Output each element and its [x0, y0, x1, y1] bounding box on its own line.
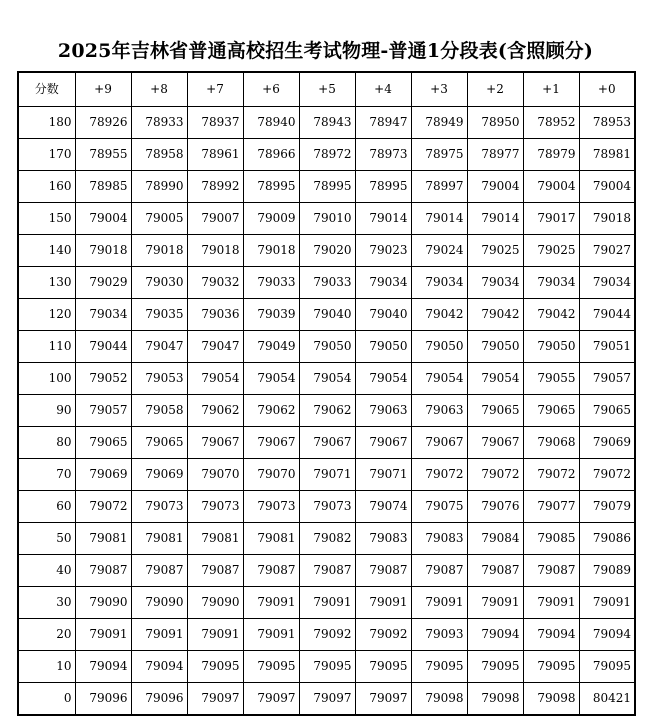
score-cell: 20: [18, 619, 75, 651]
rank-cell: 79073: [243, 491, 299, 523]
table-row: [18, 203, 635, 235]
rank-cell: 79072: [467, 459, 523, 491]
rank-cell: 79081: [243, 523, 299, 555]
rank-cell: 79087: [467, 555, 523, 587]
rank-cell: 79004: [75, 203, 131, 235]
rank-cell: 79075: [411, 491, 467, 523]
rank-cell: 78953: [579, 107, 635, 139]
rank-cell: 79094: [467, 619, 523, 651]
rank-cell: 79096: [131, 683, 187, 716]
rank-cell: 79014: [411, 203, 467, 235]
rank-cell: 78973: [355, 139, 411, 171]
score-cell: 40: [18, 555, 75, 587]
rank-cell: 79091: [243, 587, 299, 619]
rank-cell: 79042: [523, 299, 579, 331]
table-row: [18, 395, 635, 427]
rank-cell: 78995: [355, 171, 411, 203]
score-cell: 130: [18, 267, 75, 299]
table-row: [18, 459, 635, 491]
rank-cell: 79058: [131, 395, 187, 427]
rank-cell: 79095: [523, 651, 579, 683]
rank-cell: 79034: [523, 267, 579, 299]
score-cell: 120: [18, 299, 75, 331]
rank-cell: 79034: [411, 267, 467, 299]
rank-cell: 78981: [579, 139, 635, 171]
rank-cell: 79014: [467, 203, 523, 235]
rank-cell: 79020: [299, 235, 355, 267]
rank-cell: 79034: [579, 267, 635, 299]
table-row: [18, 107, 635, 139]
rank-cell: 79091: [467, 587, 523, 619]
rank-cell: 79047: [187, 331, 243, 363]
rank-cell: 79034: [355, 267, 411, 299]
rank-cell: 78975: [411, 139, 467, 171]
rank-cell: 78961: [187, 139, 243, 171]
rank-cell: 79057: [579, 363, 635, 395]
rank-cell: 79025: [467, 235, 523, 267]
header-cell-offset: +7: [187, 72, 243, 107]
table-row: [18, 267, 635, 299]
rank-cell: 79034: [75, 299, 131, 331]
rank-cell: 79087: [523, 555, 579, 587]
rank-cell: 79092: [355, 619, 411, 651]
rank-cell: 78977: [467, 139, 523, 171]
rank-cell: 79018: [75, 235, 131, 267]
rank-cell: 79018: [243, 235, 299, 267]
rank-cell: 79067: [243, 427, 299, 459]
rank-cell: 79054: [243, 363, 299, 395]
rank-cell: 79035: [131, 299, 187, 331]
header-cell-offset: +4: [355, 72, 411, 107]
rank-cell: 79076: [467, 491, 523, 523]
rank-cell: 79084: [467, 523, 523, 555]
rank-cell: 78933: [131, 107, 187, 139]
rank-cell: 79018: [579, 203, 635, 235]
rank-cell: 79087: [411, 555, 467, 587]
rank-cell: 79055: [523, 363, 579, 395]
rank-cell: 79018: [131, 235, 187, 267]
rank-cell: 79091: [243, 619, 299, 651]
rank-cell: 79033: [243, 267, 299, 299]
rank-cell: 79050: [523, 331, 579, 363]
rank-cell: 78990: [131, 171, 187, 203]
rank-cell: 79068: [523, 427, 579, 459]
rank-cell: 79095: [579, 651, 635, 683]
table-body: [18, 107, 635, 716]
rank-cell: 79094: [75, 651, 131, 683]
rank-cell: 79063: [355, 395, 411, 427]
score-cell: 150: [18, 203, 75, 235]
rank-cell: 79062: [187, 395, 243, 427]
rank-cell: 79091: [131, 619, 187, 651]
rank-cell: 79097: [299, 683, 355, 716]
rank-cell: 79042: [467, 299, 523, 331]
rank-cell: 79044: [75, 331, 131, 363]
rank-cell: 79098: [411, 683, 467, 716]
rank-cell: 79087: [243, 555, 299, 587]
score-cell: 100: [18, 363, 75, 395]
rank-cell: 79097: [355, 683, 411, 716]
rank-cell: 79057: [75, 395, 131, 427]
rank-cell: 78943: [299, 107, 355, 139]
rank-cell: 79039: [243, 299, 299, 331]
rank-cell: 79072: [579, 459, 635, 491]
score-distribution-table: [17, 71, 636, 716]
header-cell-offset: +5: [299, 72, 355, 107]
header-row: [18, 72, 635, 107]
rank-cell: 79050: [299, 331, 355, 363]
rank-cell: 80421: [579, 683, 635, 716]
rank-cell: 79095: [187, 651, 243, 683]
table-row: [18, 299, 635, 331]
rank-cell: 79090: [187, 587, 243, 619]
table-row: [18, 139, 635, 171]
rank-cell: 79069: [75, 459, 131, 491]
score-cell: 170: [18, 139, 75, 171]
table-row: [18, 331, 635, 363]
rank-cell: 79027: [579, 235, 635, 267]
rank-cell: 79054: [467, 363, 523, 395]
rank-cell: 79091: [187, 619, 243, 651]
rank-cell: 79079: [579, 491, 635, 523]
header-cell-score: 分数: [18, 72, 75, 107]
rank-cell: 79091: [75, 619, 131, 651]
rank-cell: 79090: [75, 587, 131, 619]
rank-cell: 79091: [411, 587, 467, 619]
header-cell-offset: +2: [467, 72, 523, 107]
rank-cell: 79081: [131, 523, 187, 555]
table-row: [18, 619, 635, 651]
rank-cell: 79087: [187, 555, 243, 587]
rank-cell: 78950: [467, 107, 523, 139]
rank-cell: 78955: [75, 139, 131, 171]
rank-cell: 78949: [411, 107, 467, 139]
rank-cell: 79067: [467, 427, 523, 459]
rank-cell: 79072: [411, 459, 467, 491]
rank-cell: 79029: [75, 267, 131, 299]
rank-cell: 79005: [131, 203, 187, 235]
score-cell: 30: [18, 587, 75, 619]
rank-cell: 78992: [187, 171, 243, 203]
rank-cell: 79073: [299, 491, 355, 523]
rank-cell: 79091: [299, 587, 355, 619]
rank-cell: 79054: [187, 363, 243, 395]
rank-cell: 79070: [187, 459, 243, 491]
rank-cell: 79067: [187, 427, 243, 459]
table-row: [18, 363, 635, 395]
rank-cell: 79087: [131, 555, 187, 587]
score-cell: 140: [18, 235, 75, 267]
table-row: [18, 491, 635, 523]
table-row: [18, 171, 635, 203]
rank-cell: 79040: [299, 299, 355, 331]
rank-cell: 79097: [187, 683, 243, 716]
rank-cell: 79050: [355, 331, 411, 363]
rank-cell: 78985: [75, 171, 131, 203]
table-row: [18, 523, 635, 555]
rank-cell: 79083: [355, 523, 411, 555]
rank-cell: 78958: [131, 139, 187, 171]
rank-cell: 79091: [579, 587, 635, 619]
rank-cell: 78952: [523, 107, 579, 139]
rank-cell: 79018: [187, 235, 243, 267]
rank-cell: 79098: [467, 683, 523, 716]
rank-cell: 79072: [75, 491, 131, 523]
rank-cell: 79024: [411, 235, 467, 267]
rank-cell: 79091: [523, 587, 579, 619]
rank-cell: 79025: [523, 235, 579, 267]
rank-cell: 79081: [75, 523, 131, 555]
header-cell-offset: +0: [579, 72, 635, 107]
rank-cell: 79095: [411, 651, 467, 683]
rank-cell: 79049: [243, 331, 299, 363]
rank-cell: 79072: [523, 459, 579, 491]
header-cell-offset: +3: [411, 72, 467, 107]
rank-cell: 79065: [75, 427, 131, 459]
table-row: [18, 555, 635, 587]
rank-cell: 79087: [355, 555, 411, 587]
table-row: [18, 235, 635, 267]
rank-cell: 78940: [243, 107, 299, 139]
header-cell-offset: +6: [243, 72, 299, 107]
rank-cell: 79098: [523, 683, 579, 716]
rank-cell: 78995: [243, 171, 299, 203]
rank-cell: 79014: [355, 203, 411, 235]
rank-cell: 79004: [579, 171, 635, 203]
rank-cell: 79067: [411, 427, 467, 459]
score-cell: 70: [18, 459, 75, 491]
rank-cell: 79062: [243, 395, 299, 427]
rank-cell: 79044: [579, 299, 635, 331]
rank-cell: 79069: [579, 427, 635, 459]
rank-cell: 79083: [411, 523, 467, 555]
rank-cell: 79090: [131, 587, 187, 619]
rank-cell: 78947: [355, 107, 411, 139]
rank-cell: 79085: [523, 523, 579, 555]
rank-cell: 79071: [299, 459, 355, 491]
rank-cell: 79023: [355, 235, 411, 267]
score-cell: 0: [18, 683, 75, 716]
score-cell: 180: [18, 107, 75, 139]
rank-cell: 79017: [523, 203, 579, 235]
rank-cell: 79065: [131, 427, 187, 459]
rank-cell: 79010: [299, 203, 355, 235]
rank-cell: 79096: [75, 683, 131, 716]
score-cell: 10: [18, 651, 75, 683]
rank-cell: 79034: [467, 267, 523, 299]
rank-cell: 78995: [299, 171, 355, 203]
score-cell: 160: [18, 171, 75, 203]
rank-cell: 79094: [523, 619, 579, 651]
rank-cell: 79067: [299, 427, 355, 459]
rank-cell: 79009: [243, 203, 299, 235]
table-row: [18, 651, 635, 683]
rank-cell: 79033: [299, 267, 355, 299]
rank-cell: 79051: [579, 331, 635, 363]
rank-cell: 79065: [579, 395, 635, 427]
rank-cell: 78966: [243, 139, 299, 171]
rank-cell: 79073: [187, 491, 243, 523]
rank-cell: 79042: [411, 299, 467, 331]
score-cell: 90: [18, 395, 75, 427]
rank-cell: 79091: [355, 587, 411, 619]
rank-cell: 79095: [355, 651, 411, 683]
rank-cell: 79087: [75, 555, 131, 587]
rank-cell: 79077: [523, 491, 579, 523]
rank-cell: 79067: [355, 427, 411, 459]
score-cell: 110: [18, 331, 75, 363]
rank-cell: 79065: [523, 395, 579, 427]
score-cell: 80: [18, 427, 75, 459]
rank-cell: 79052: [75, 363, 131, 395]
rank-cell: 79082: [299, 523, 355, 555]
rank-cell: 79087: [299, 555, 355, 587]
rank-cell: 79074: [355, 491, 411, 523]
rank-cell: 79004: [467, 171, 523, 203]
rank-cell: 79063: [411, 395, 467, 427]
rank-cell: 78997: [411, 171, 467, 203]
rank-cell: 79095: [243, 651, 299, 683]
rank-cell: 79070: [243, 459, 299, 491]
rank-cell: 79073: [131, 491, 187, 523]
rank-cell: 79071: [355, 459, 411, 491]
rank-cell: 78937: [187, 107, 243, 139]
rank-cell: 79081: [187, 523, 243, 555]
rank-cell: 78972: [299, 139, 355, 171]
header-cell-offset: +1: [523, 72, 579, 107]
rank-cell: 79069: [131, 459, 187, 491]
rank-cell: 79086: [579, 523, 635, 555]
rank-cell: 78926: [75, 107, 131, 139]
score-cell: 50: [18, 523, 75, 555]
rank-cell: 79065: [467, 395, 523, 427]
rank-cell: 79004: [523, 171, 579, 203]
page-title: 2025年吉林省普通高校招生考试物理-普通1分段表(含照顾分): [57, 40, 594, 62]
table-row: [18, 683, 635, 716]
rank-cell: 79050: [467, 331, 523, 363]
rank-cell: 79062: [299, 395, 355, 427]
rank-cell: 79095: [467, 651, 523, 683]
rank-cell: 79030: [131, 267, 187, 299]
table-row: [18, 427, 635, 459]
rank-cell: 79053: [131, 363, 187, 395]
rank-cell: 79032: [187, 267, 243, 299]
rank-cell: 79054: [355, 363, 411, 395]
rank-cell: 79095: [299, 651, 355, 683]
rank-cell: 79094: [579, 619, 635, 651]
rank-cell: 79047: [131, 331, 187, 363]
rank-cell: 79092: [299, 619, 355, 651]
rank-cell: 79089: [579, 555, 635, 587]
rank-cell: 79054: [299, 363, 355, 395]
rank-cell: 79093: [411, 619, 467, 651]
rank-cell: 79007: [187, 203, 243, 235]
rank-cell: 79040: [355, 299, 411, 331]
rank-cell: 79097: [243, 683, 299, 716]
score-table-container: [17, 71, 636, 716]
table-row: [18, 587, 635, 619]
table-header: [18, 72, 635, 107]
rank-cell: 78979: [523, 139, 579, 171]
rank-cell: 79050: [411, 331, 467, 363]
score-cell: 60: [18, 491, 75, 523]
header-cell-offset: +9: [75, 72, 131, 107]
rank-cell: 79036: [187, 299, 243, 331]
header-cell-offset: +8: [131, 72, 187, 107]
rank-cell: 79054: [411, 363, 467, 395]
rank-cell: 79094: [131, 651, 187, 683]
